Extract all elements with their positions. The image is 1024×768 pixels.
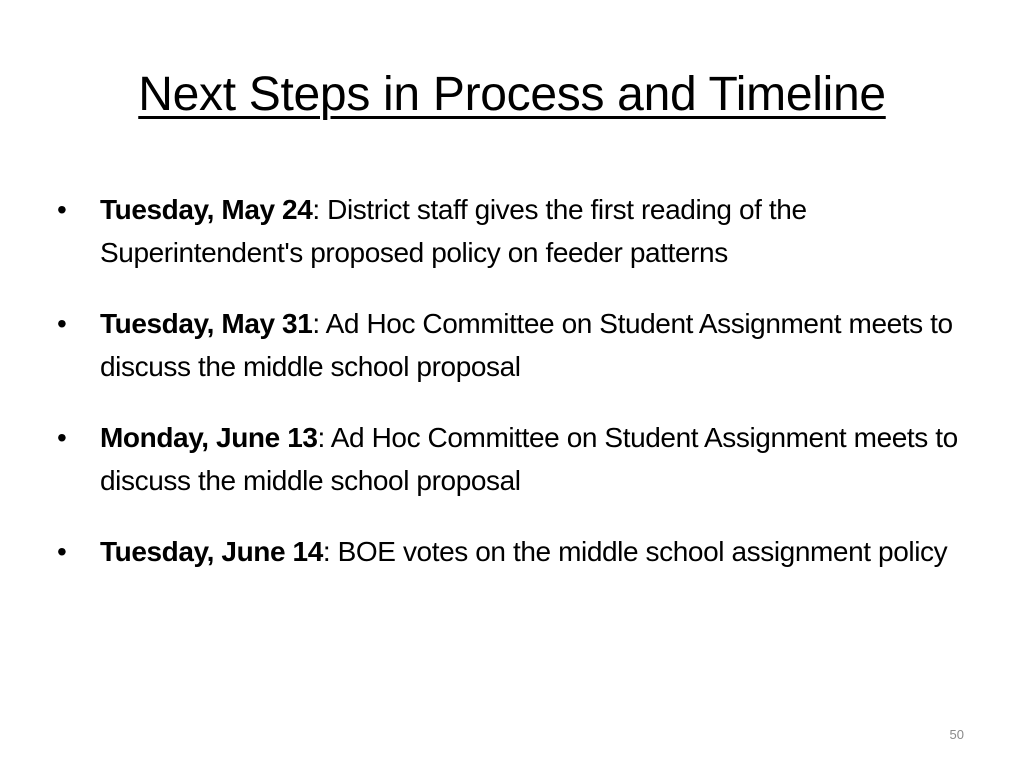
bullet-icon: • xyxy=(57,422,67,453)
page-number: 50 xyxy=(949,727,964,742)
bullet-icon: • xyxy=(57,194,67,225)
bullet-date: Tuesday, May 31 xyxy=(100,308,313,339)
bullet-text: : Ad Hoc Committee on Student Assignment meets to discuss the middle school proposal xyxy=(100,308,953,382)
bullet-date: Tuesday, June 14 xyxy=(100,536,323,567)
bullet-text: : District staff gives the first reading of the Superintendent's proposed policy on feeder patterns xyxy=(100,194,807,268)
bullet-date: Tuesday, May 24 xyxy=(100,194,313,225)
bullet-icon: • xyxy=(57,536,67,567)
bullet-item-1 xyxy=(57,188,967,274)
bullet-date: Monday, June 13 xyxy=(100,422,318,453)
bullet-item-4 xyxy=(57,530,967,573)
bullet-list xyxy=(57,188,967,601)
slide-title: Next Steps in Process and Timeline xyxy=(138,68,886,121)
bullet-text: : Ad Hoc Committee on Student Assignment meets to discuss the middle school proposal xyxy=(100,422,958,496)
bullet-text: : BOE votes on the middle school assignment policy xyxy=(322,536,948,567)
bullet-item-2 xyxy=(57,302,967,388)
bullet-item-3 xyxy=(57,416,967,502)
bullet-icon: • xyxy=(57,308,67,339)
